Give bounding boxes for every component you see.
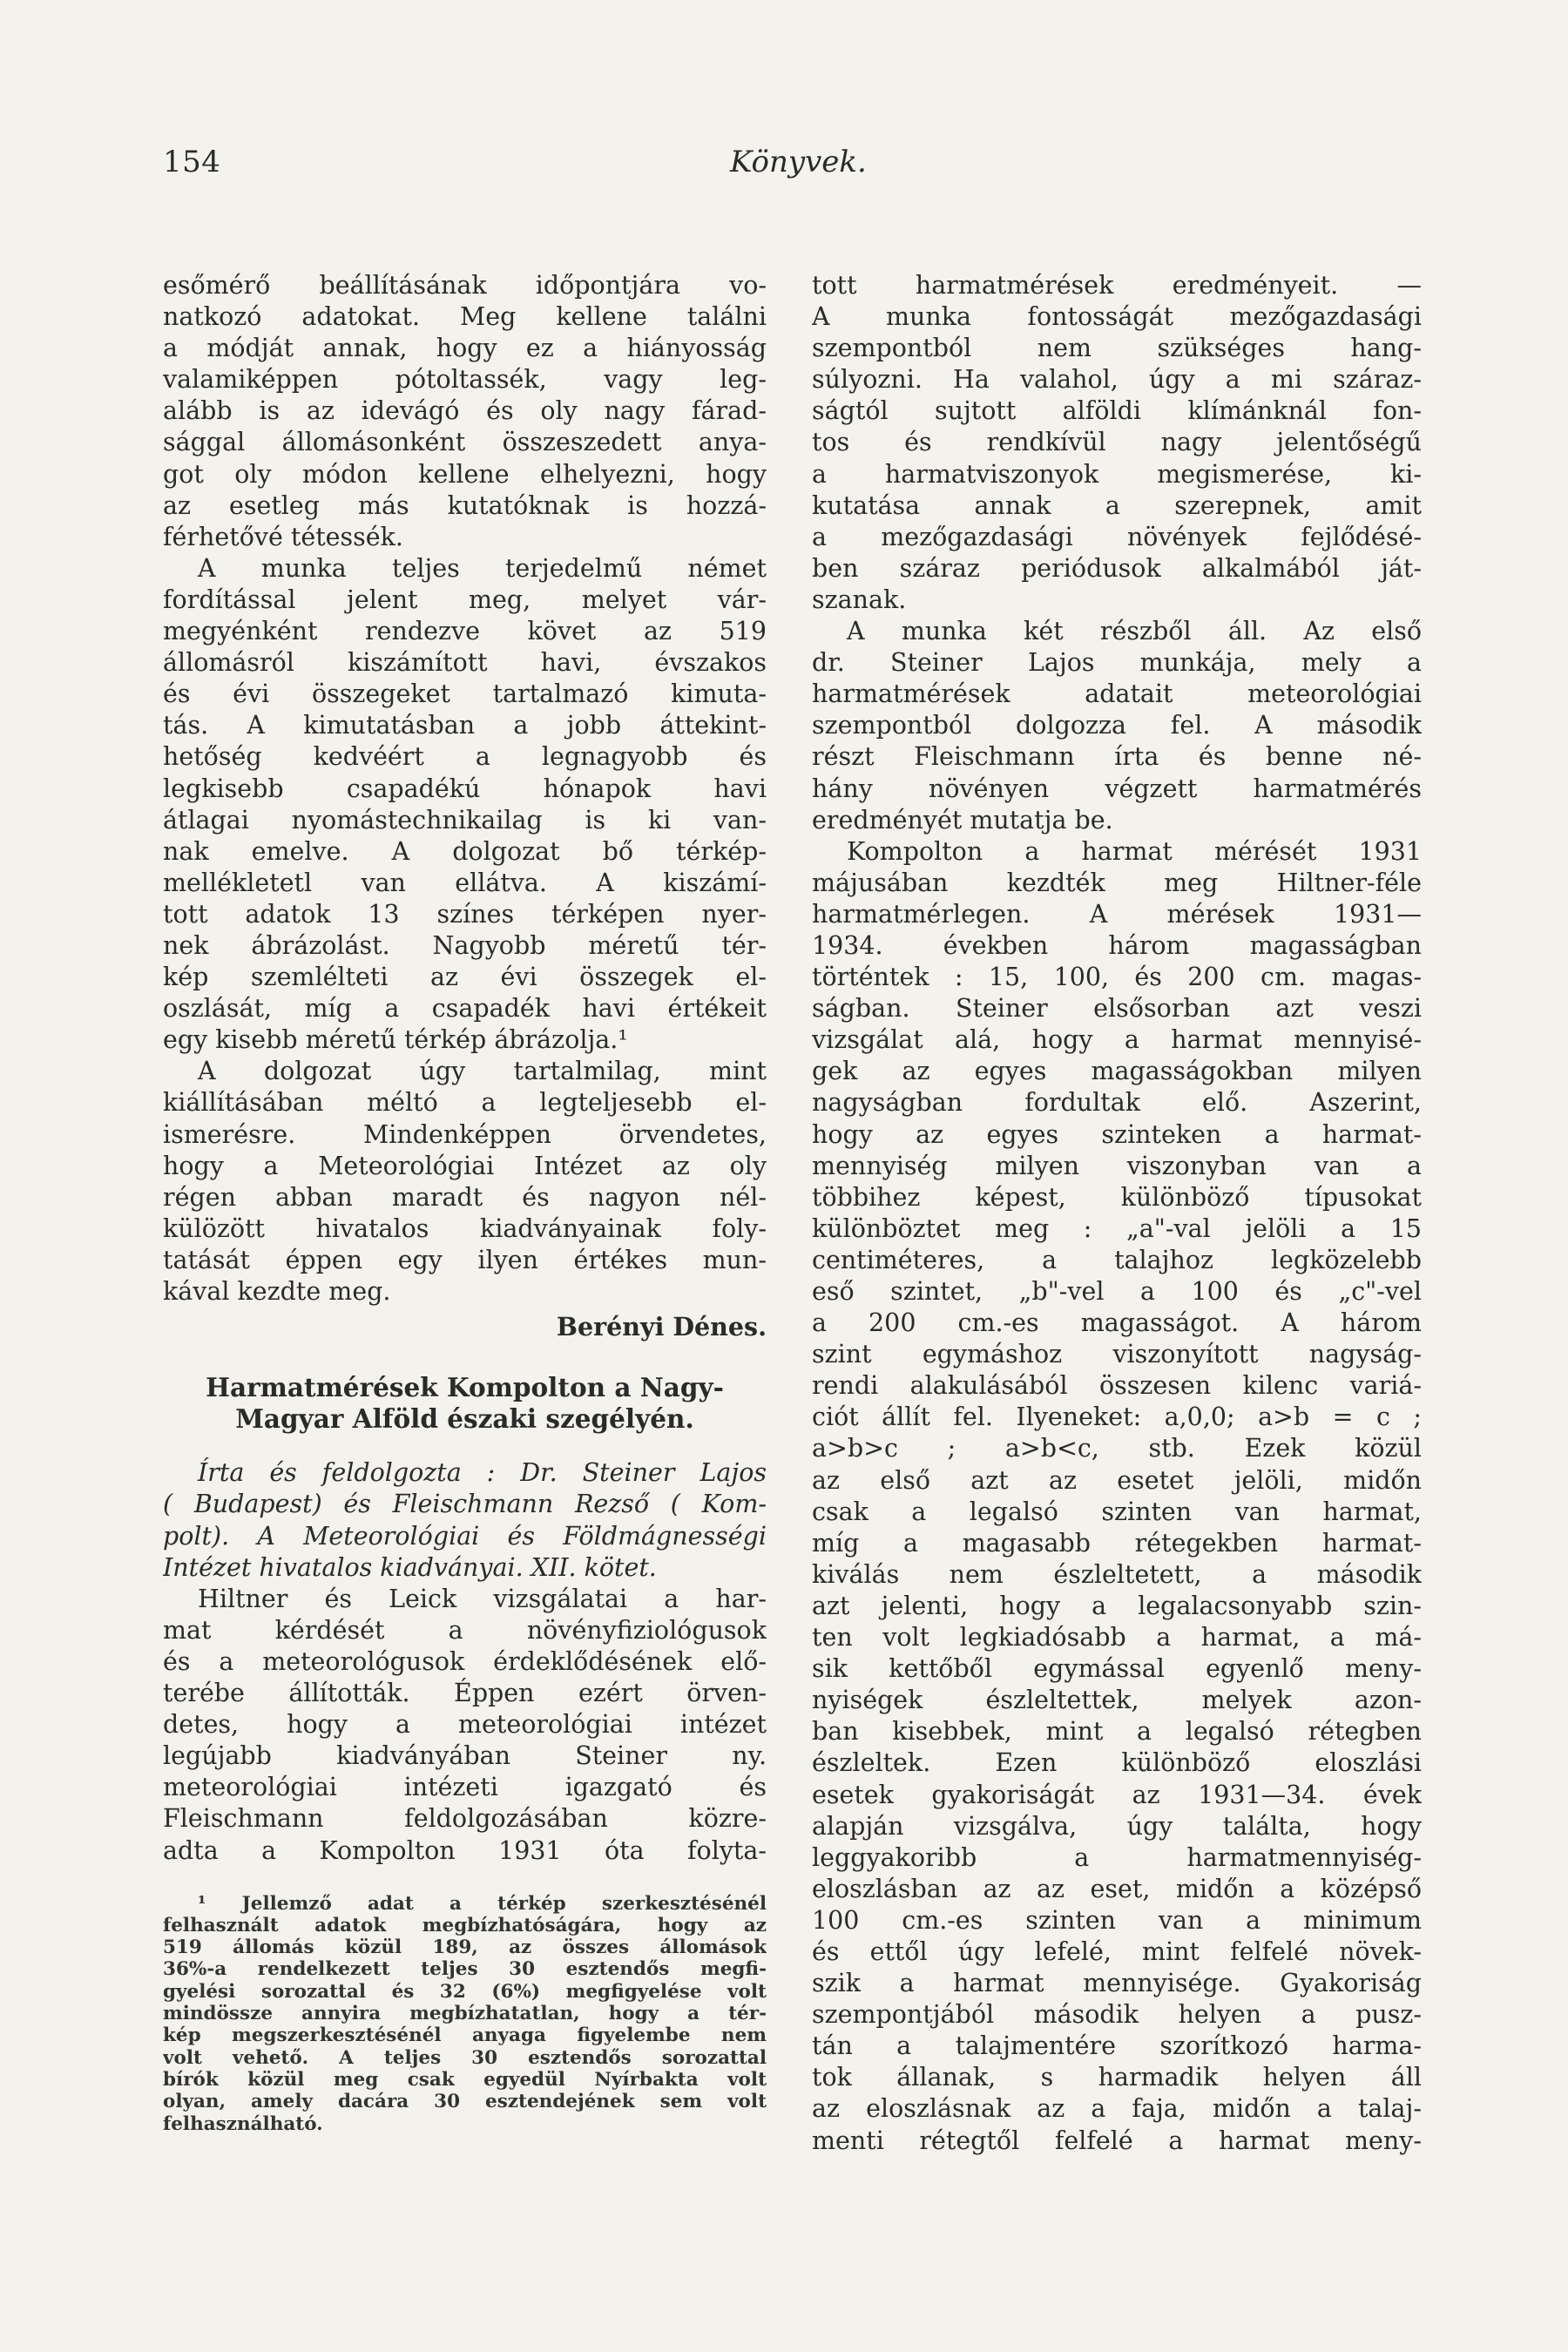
left-column	[163, 270, 767, 2135]
text-line: azt jelenti, hogy a legalacsonyabb szin-	[812, 1591, 1422, 1620]
text-line: tán a talajmentére szorítkozó harma-	[812, 2031, 1422, 2061]
text-line: ten volt legkiadósabb a harmat, a má-	[812, 1623, 1422, 1652]
text-line: és a meteorológusok érdeklődésének elő-	[163, 1646, 767, 1676]
text-line: terébe állították. Éppen ezért örven-	[163, 1679, 767, 1708]
footnote-line: ¹ Jellemző adat a térkép szerkesztésénél	[198, 1892, 767, 1915]
text-line: hány növényen végzett harmatmérés	[812, 774, 1422, 803]
text-line: eredményét mutatja be.	[812, 805, 1113, 835]
footnote	[163, 1893, 767, 2135]
text-line: Hiltner és Leick vizsgálatai a har-	[198, 1584, 767, 1613]
text-line: legújabb kiadványában Steiner ny.	[163, 1741, 767, 1771]
text-line: külözött hivatalos kiadványainak foly-	[163, 1213, 767, 1243]
text-line: megyénként rendezve követ az 519	[163, 617, 767, 646]
text-line: nek ábrázolást. Nagyobb méretű tér-	[163, 930, 767, 960]
left-paragraph-1	[163, 270, 767, 553]
text-line: mellékletetl van ellátva. A kiszámí-	[163, 868, 767, 897]
text-line: nagyságban fordultak elő. Aszerint,	[812, 1088, 1422, 1118]
footnote-line: felhasználható.	[163, 2112, 323, 2135]
text-line: és évi összegeket tartalmazó kimuta-	[163, 679, 767, 709]
text-line: az eloszlásnak az a faja, midőn a talaj-	[812, 2094, 1422, 2124]
text-line: A dolgozat úgy tartalmilag, mint	[198, 1057, 767, 1086]
text-line: tok állanak, s harmadik helyen áll	[812, 2063, 1422, 2092]
text-line: az első azt az esetet jelöli, midőn	[812, 1465, 1422, 1495]
text-line: hogy az egyes szinteken a harmat-	[812, 1119, 1422, 1149]
text-line: vizsgálat alá, hogy a harmat mennyisé-	[812, 1025, 1422, 1055]
text-line: ciót állít fel. Ilyeneket: a,0,0; a>b = c ;	[812, 1402, 1422, 1432]
text-line: natkozó adatokat. Meg kellene találni	[163, 302, 767, 332]
left-paragraph-3	[163, 1056, 767, 1308]
text-line: többihez képest, különböző típusokat	[812, 1182, 1422, 1212]
text-line: meteorológiai intézeti igazgató és	[163, 1773, 767, 1802]
text-line: ismerésre. Mindenképpen örvendetes,	[163, 1119, 767, 1149]
text-line: oszlását, míg a csapadék havi értékeit	[163, 994, 767, 1024]
text-line: Harmatmérések Kompolton a Nagy-	[206, 1372, 724, 1403]
signature-line: Berényi Dénes.	[556, 1312, 767, 1342]
text-line: esetek gyakoriságát az 1931—34. évek	[812, 1780, 1422, 1809]
text-line: nyiségek észleltettek, melyek azon-	[812, 1686, 1422, 1715]
text-line: harmatmérések adatait meteorológiai	[812, 679, 1422, 709]
text-line: eső szintet, „b"-vel a 100 és „c"-vel	[812, 1277, 1422, 1306]
text-line: súlyozni. Ha valahol, úgy a mi száraz-	[812, 365, 1422, 395]
text-line: tott adatok 13 színes térképen nyer-	[163, 899, 767, 929]
text-line: A munka teljes terjedelmű német	[198, 553, 767, 583]
text-line: régen abban maradt és nagyon nél-	[163, 1182, 767, 1212]
footnote-line: gyelési sorozattal és 32 (6%) megfigyelése volt	[163, 1980, 767, 2003]
text-line: Kompolton a harmat mérését 1931	[847, 836, 1422, 866]
text-line: a>b>c ; a>b<c, stb. Ezek közül	[812, 1434, 1422, 1463]
text-line: gek az egyes magasságokban milyen	[812, 1057, 1422, 1086]
right-column	[812, 270, 1422, 2157]
text-line: egy kisebb méretű térkép ábrázolja.¹	[163, 1025, 628, 1055]
text-line: és ettől úgy lefelé, mint felfelé növek-	[812, 1936, 1422, 1966]
text-line: tatását éppen egy ilyen értékes mun-	[163, 1245, 767, 1274]
left-paragraph-2	[163, 553, 767, 1057]
text-line: szik a harmat mennyisége. Gyakoriság	[812, 1969, 1422, 1998]
text-line: polt). A Meteorológiai és Földmágnességi	[163, 1521, 767, 1551]
text-line: míg a magasabb rétegekben harmat-	[812, 1528, 1422, 1558]
page-number: 154	[163, 145, 221, 179]
text-line: centiméteres, a talajhoz legközelebb	[812, 1245, 1422, 1274]
text-line: menti rétegtől felfelé a harmat meny-	[812, 2126, 1422, 2155]
text-line: Fleischmann feldolgozásában közre-	[163, 1804, 767, 1834]
right-paragraph-3	[812, 836, 1422, 2157]
text-line: tás. A kimutatásban a jobb áttekint-	[163, 711, 767, 740]
text-line: a mezőgazdasági növények fejlődésé-	[812, 522, 1422, 551]
footnote-line: bírók közül meg csak egyedül Nyírbakta volt	[163, 2068, 767, 2091]
text-line: 100 cm.-es szinten van a minimum	[812, 1905, 1422, 1935]
text-line: átlagai nyomástechnikailag is ki van-	[163, 805, 767, 835]
text-line: hetőség kedvéért a legnagyobb és	[163, 742, 767, 772]
text-line: Írta és feldolgozta : Dr. Steiner Lajos	[198, 1458, 767, 1488]
text-line: got oly módon kellene elhelyezni, hogy	[163, 459, 767, 489]
text-line: különböztet meg : „a"-val jelöli a 15	[812, 1213, 1422, 1243]
footnote-line: olyan, amely dacára 30 esztendejének sem volt	[163, 2091, 767, 2113]
text-line: szempontból nem szükséges hang-	[812, 334, 1422, 363]
text-line: nak emelve. A dolgozat bő térkép-	[163, 836, 767, 866]
footnote-line: felhasznált adatok megbízhatóságára, hogy az	[163, 1914, 767, 1936]
text-line: történtek : 15, 100, és 200 cm. magas-	[812, 963, 1422, 992]
text-line: hogy a Meteorológiai Intézet az oly	[163, 1151, 767, 1180]
text-line: részt Fleischmann írta és benne né-	[812, 742, 1422, 772]
text-line: sik kettőből egymással egyenlő meny-	[812, 1654, 1422, 1684]
text-line: valamiképpen pótoltassék, vagy leg-	[163, 365, 767, 395]
text-line: rendi alakulásából összesen kilenc variá-	[812, 1371, 1422, 1401]
text-line: eloszlásban az az eset, midőn a középső	[812, 1874, 1422, 1903]
text-line: Magyar Alföld északi szegélyén.	[235, 1403, 694, 1435]
text-line: A munka két részből áll. Az első	[847, 617, 1422, 646]
text-line: kiválás nem észleltetett, a második	[812, 1559, 1422, 1589]
text-line: adta a Kompolton 1931 óta folyta-	[163, 1835, 767, 1865]
text-line: tott harmatmérések eredményeit. —	[812, 271, 1422, 300]
text-line: szanak.	[812, 585, 907, 614]
footnote-line: 36%-a rendelkezett teljes 30 esztendős megfi-	[163, 1958, 767, 1981]
text-line: alább is az idevágó és oly nagy fárad-	[163, 396, 767, 426]
text-line: állomásról kiszámított havi, évszakos	[163, 648, 767, 678]
text-line: A munka fontosságát mezőgazdasági	[812, 302, 1422, 332]
text-line: észleltek. Ezen különböző eloszlási	[812, 1748, 1422, 1778]
text-line: szint egymáshoz viszonyított nagyság-	[812, 1340, 1422, 1369]
text-line: szempontból dolgozza fel. A második	[812, 711, 1422, 740]
text-line: mennyiség milyen viszonyban van a	[812, 1151, 1422, 1180]
text-line: ságban. Steiner elsősorban azt veszi	[812, 994, 1422, 1024]
text-line: leggyakoribb a harmatmennyiség-	[812, 1842, 1422, 1872]
text-line: 1934. években három magasságban	[812, 930, 1422, 960]
text-line: ben száraz periódusok alkalmából ját-	[812, 553, 1422, 583]
text-line: szempontjából második helyen a pusz-	[812, 2000, 1422, 2030]
text-line: májusában kezdték meg Hiltner-féle	[812, 868, 1422, 897]
text-line: esőmérő beállításának időpontjára vo-	[163, 271, 767, 300]
text-line: alapján vizsgálva, úgy találta, hogy	[812, 1811, 1422, 1841]
right-paragraph-1	[812, 270, 1422, 616]
right-paragraph-2	[812, 616, 1422, 836]
footnote-line: volt vehető. A teljes 30 esztendős sorozattal	[163, 2046, 767, 2069]
text-line: dr. Steiner Lajos munkája, mely a	[812, 648, 1422, 678]
text-line: Intézet hivatalos kiadványai. XII. kötet.	[163, 1552, 657, 1582]
left-paragraph-4	[163, 1584, 767, 1867]
footnote-line: kép megszerkesztésénél anyaga figyelembe nem	[163, 2024, 767, 2047]
text-line: ( Budapest) és Fleischmann Rezső ( Kom-	[163, 1490, 767, 1519]
text-line: mat kérdését a növényfiziológusok	[163, 1615, 767, 1645]
text-line: sággal állomásonként összeszedett anya-	[163, 428, 767, 457]
text-line: kával kezdte meg.	[163, 1277, 391, 1306]
text-line: ban kisebbek, mint a legalsó rétegben	[812, 1717, 1422, 1747]
review-signature	[163, 1311, 767, 1342]
text-line: tos és rendkívül nagy jelentőségű	[812, 428, 1422, 457]
text-line: férhetővé tétessék.	[163, 522, 403, 551]
text-line: kiállításában méltó a legteljesebb el-	[163, 1088, 767, 1118]
text-line: fordítással jelent meg, melyet vár-	[163, 585, 767, 614]
text-line: az esetleg más kutatóknak is hozzá-	[163, 490, 767, 520]
footnote-line: 519 állomás közül 189, az összes állomások	[163, 1936, 767, 1959]
text-line: kép szemlélteti az évi összegek el-	[163, 963, 767, 992]
text-line: csak a legalsó szinten van harmat,	[812, 1497, 1422, 1526]
footnote-line: mindössze annyira megbízhatatlan, hogy a tér-	[163, 2003, 767, 2025]
running-head: Könyvek.	[730, 145, 867, 179]
text-line: kutatása annak a szerepnek, amit	[812, 490, 1422, 520]
text-line: harmatmérlegen. A mérések 1931—	[812, 899, 1422, 929]
bibliographic-citation	[163, 1457, 767, 1583]
text-line: legkisebb csapadékú hónapok havi	[163, 774, 767, 803]
text-line: ságtól sujtott alföldi klímánknál fon-	[812, 396, 1422, 426]
text-line: detes, hogy a meteorológiai intézet	[163, 1710, 767, 1740]
text-line: a 200 cm.-es magasságot. A három	[812, 1308, 1422, 1338]
text-line: a harmatviszonyok megismerése, ki-	[812, 459, 1422, 489]
text-line: a módját annak, hogy ez a hiányosság	[163, 334, 767, 363]
review-heading	[163, 1372, 767, 1435]
